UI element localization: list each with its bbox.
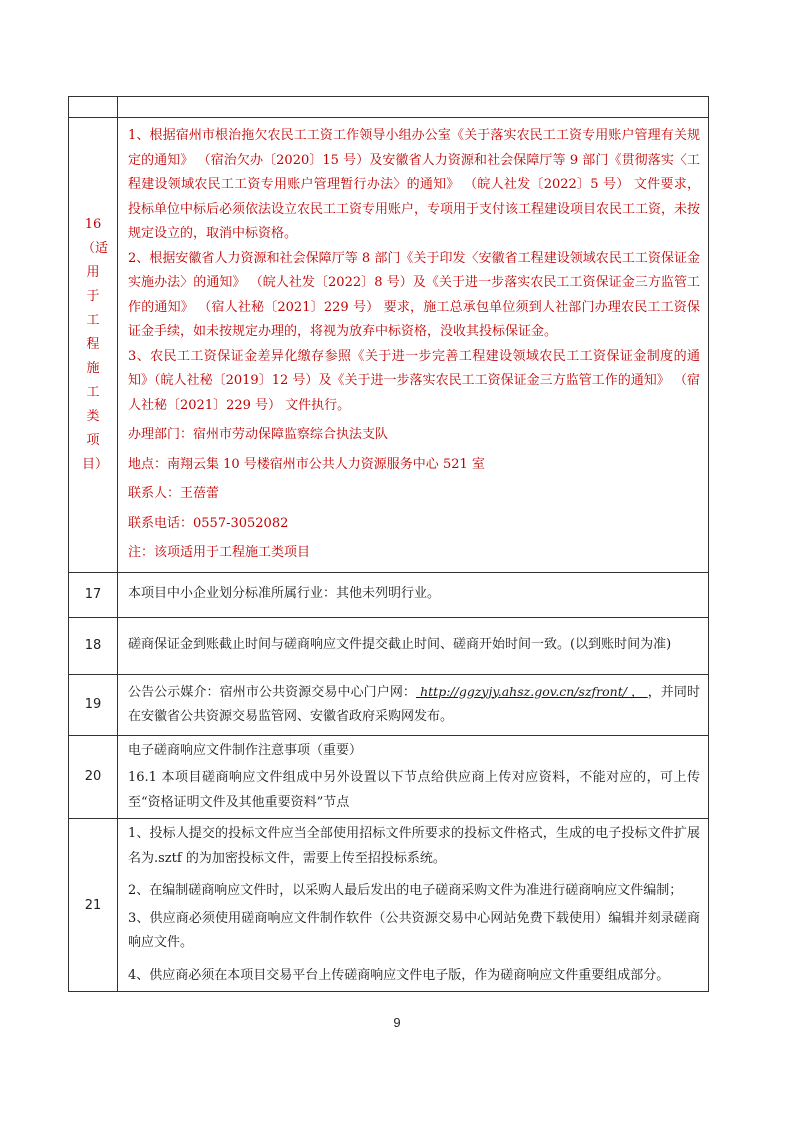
- table-row-18: [69, 617, 709, 674]
- paragraph: 4、供应商必须在本项目交易平台上传磋商响应文件电子版，作为磋商响应文件重要组成部分。: [128, 967, 670, 983]
- paragraph: 1、投标人提交的投标文件应当全部使用招标文件所要求的投标文件格式，生成的电子投标文件扩展名为.sztf 的为加密投标文件，需要上传至招投标系统。: [128, 826, 700, 866]
- paragraph: [128, 680, 700, 730]
- row-number: [69, 97, 118, 118]
- paragraph: 16.1 本项目磋商响应文件组成中另外设置以下节点给供应商上传对应资料，不能对应的，可上传至“资格证明文件及其他重要资料”节点: [128, 770, 700, 810]
- portal-link[interactable]: http://ggzyjy.ahsz.gov.cn/szfront/ ，: [416, 683, 648, 699]
- paragraph: 地点：南翔云集 10 号楼宿州市公共人力资源服务中心 521 室: [128, 456, 485, 472]
- row-content: [118, 674, 709, 735]
- table-row-16: [69, 118, 709, 573]
- row-number: [69, 118, 118, 573]
- row-16-label: 16（适用于工程施工类项目）: [82, 216, 109, 472]
- paragraph: 联系人：王蓓蕾: [128, 486, 220, 501]
- paragraph: 联系电话：0557-3052082: [128, 515, 289, 531]
- row-content: [118, 118, 709, 573]
- table-row-19: [69, 674, 709, 735]
- row-content: [118, 97, 709, 118]
- paragraph: 3、供应商必须使用磋商响应文件制作软件（公共资源交易中心网站免费下载使用）编辑并刻录磋商响应文件。: [128, 910, 700, 950]
- paragraph: 2、根据安徽省人力资源和社会保障厅等 8 部门《关于印发〈安徽省工程建设领域农民工工资保证金实施办法〉的通知》 （皖人社发〔2022〕8 号）及《关于进一步落实农民工工资保证金三方监管工作的通知》 （宿人社秘〔2021〕229 号） 要求，施工总承包单位须到人社部门办理农民工工资保证金手续，如未按规定办理的，将视为放弃中标资格，没收其投标保证金。: [128, 250, 700, 339]
- paragraph: 磋商保证金到账截止时间与磋商响应文件提交截止时间、磋商开始时间一致。(以到账时间为准): [128, 637, 672, 653]
- paragraph: 办理部门：宿州市劳动保障监察综合执法支队: [128, 427, 389, 442]
- media-rest: ，并同时在安徽省公共资源交易监管网、安徽省政府采购网发布。: [128, 684, 700, 724]
- row-content: [118, 572, 709, 617]
- requirements-table: [68, 96, 709, 992]
- table-row-blank: [69, 97, 709, 118]
- row-number: 20: [69, 735, 118, 819]
- row-content: [118, 617, 709, 674]
- row-content: [118, 819, 709, 992]
- row-number: 17: [69, 572, 118, 617]
- page-number: 9: [393, 1015, 401, 1030]
- paragraph: 注：该项适用于工程施工类项目: [128, 545, 311, 560]
- row-number: 18: [69, 617, 118, 674]
- table-row-20: [69, 735, 709, 819]
- row-number: 19: [69, 674, 118, 735]
- row-number: 21: [69, 819, 118, 992]
- paragraph: 3、农民工工资保证金差异化缴存参照《关于进一步完善工程建设领域农民工工资保证金制度的通知》（皖人社秘〔2019〕12 号）及《关于进一步落实农民工工资保证金三方监管工作的通知》 （宿人社秘〔2021〕229 号） 文件执行。: [128, 348, 700, 413]
- row-content: [118, 735, 709, 819]
- media-label: 公告公示媒介：宿州市公共资源交易中心门户网：: [128, 684, 417, 700]
- paragraph: 本项目中小企业划分标准所属行业：其他未列明行业。: [128, 586, 441, 602]
- table-row-21: [69, 819, 709, 992]
- paragraph: 2、在编制磋商响应文件时，以采购人最后发出的电子磋商采购文件为准进行磋商响应文件编制；: [128, 883, 683, 898]
- paragraph: 1、根据宿州市根治拖欠农民工工资工作领导小组办公室《关于落实农民工工资专用账户管理有关规定的通知》 （宿治欠办〔2020〕15 号）及安徽省人力资源和社会保障厅等 9 部门《贯彻落实〈工程建设领域农民工工资专用账户管理暂行办法〉的通知》 （皖人社发〔2022〕5 号） 文件要求，投标单位中标后必须依法设立农民工工资专用账户，专项用于支付该工程建设项目农民工工资，未按规定设立的，取消中标资格。: [128, 128, 701, 241]
- table-row-17: [69, 572, 709, 617]
- paragraph: 电子磋商响应文件制作注意事项（重要）: [128, 742, 363, 758]
